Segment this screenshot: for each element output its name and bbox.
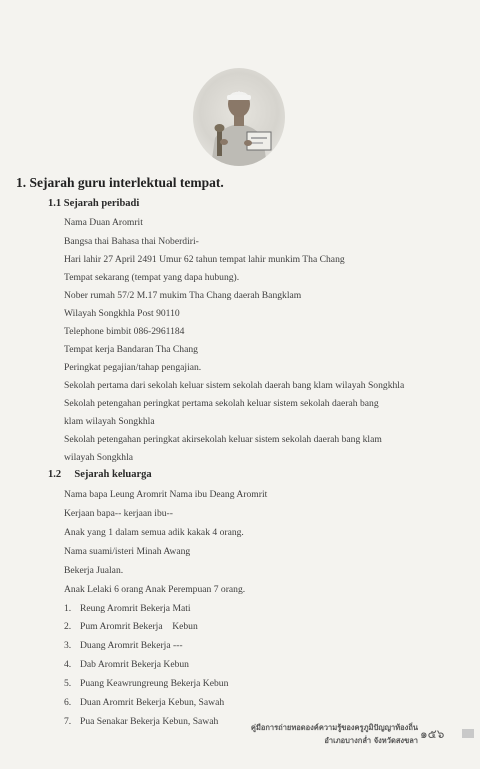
family-line: Anak yang 1 dalam semua adik kakak 4 orang. xyxy=(64,527,244,538)
list-item xyxy=(64,640,183,651)
personal-line: Sekolah petengahan peringkat akirsekolah keluar sistem sekolah daerah bang klam xyxy=(64,434,382,445)
personal-line: Nama Duan Aromrit xyxy=(64,217,143,228)
portrait-illustration xyxy=(193,68,285,166)
footer-title-line1: คู่มือการถ่ายทอดองค์ความรู้ของครูภูมิปัญญาท้องถิ่น xyxy=(250,723,418,732)
personal-line: Bangsa thai Bahasa thai Noberdiri- xyxy=(64,236,199,247)
portrait-photo xyxy=(193,68,285,166)
personal-line: Nober rumah 57/2 M.17 mukim Tha Chang daerah Bangklam xyxy=(64,290,302,301)
list-text: Duang Aromrit Bekerja --- xyxy=(80,640,183,651)
personal-line: Sekolah petengahan peringkat pertama sekolah keluar sistem sekolah daerah bang xyxy=(64,398,379,409)
personal-line: Wilayah Songkhla Post 90110 xyxy=(64,308,180,319)
family-line: Nama suami/isteri Minah Awang xyxy=(64,546,191,557)
personal-line: Peringkat pegajian/tahap pengajian. xyxy=(64,362,202,373)
personal-line: Hari lahir 27 April 2491 Umur 62 tahun tempat lahir munkim Tha Chang xyxy=(64,254,345,265)
list-text: Pum Aromrit Bekerja Kebun xyxy=(80,621,198,632)
list-item xyxy=(64,659,189,670)
family-section-title: Sejarah keluarga xyxy=(74,469,152,480)
list-number: 3. xyxy=(64,640,72,651)
page-marker xyxy=(462,729,474,738)
list-item xyxy=(64,603,191,614)
list-number: 4. xyxy=(64,659,72,670)
list-item xyxy=(64,621,198,632)
list-number: 1. xyxy=(64,603,72,614)
list-text: Dab Aromrit Bekerja Kebun xyxy=(80,659,189,670)
list-number: 6. xyxy=(64,697,72,708)
family-line: Bekerja Jualan. xyxy=(64,565,124,576)
list-text: Reung Aromrit Bekerja Mati xyxy=(80,603,191,614)
personal-history-heading: 1.1 Sejarah peribadi xyxy=(48,198,140,209)
family-line: Anak Lelaki 6 orang Anak Perempuan 7 orang. xyxy=(64,584,246,595)
list-text: Puang Keawrungreung Bekerja Kebun xyxy=(80,678,229,689)
personal-line: Tempat kerja Bandaran Tha Chang xyxy=(64,344,198,355)
list-item xyxy=(64,716,218,727)
personal-line: Sekolah pertama dari sekolah keluar sistem sekolah daerah bang klam wilayah Songkhla xyxy=(64,380,405,391)
personal-line: wilayah Songkhla xyxy=(64,452,134,463)
list-item xyxy=(64,678,228,689)
family-line: Kerjaan bapa-- kerjaan ibu-- xyxy=(64,508,173,519)
personal-line: Tempat sekarang (tempat yang dapa hubung). xyxy=(64,272,240,283)
list-number: 7. xyxy=(64,716,72,727)
list-text: Duan Aromrit Bekerja Kebun, Sawah xyxy=(80,697,225,708)
footer-title-line2: อำเภอบางกล่ำ จังหวัดสงขลา xyxy=(324,736,418,745)
personal-line: klam wilayah Songkhla xyxy=(64,416,155,427)
list-number: 2. xyxy=(64,621,72,632)
list-text: Pua Senakar Bekerja Kebun, Sawah xyxy=(80,716,219,727)
page-number: ๑๕๖ xyxy=(420,727,445,741)
family-history-heading xyxy=(48,469,152,480)
personal-line: Telephone bimbit 086-2961184 xyxy=(64,326,185,337)
list-number: 5. xyxy=(64,678,72,689)
section-title: 1. Sejarah guru interlektual tempat. xyxy=(16,175,224,190)
family-line: Nama bapa Leung Aromrit Nama ibu Deang Aromrit xyxy=(64,489,268,500)
family-section-number: 1.2 xyxy=(48,469,62,480)
list-item xyxy=(64,697,224,708)
